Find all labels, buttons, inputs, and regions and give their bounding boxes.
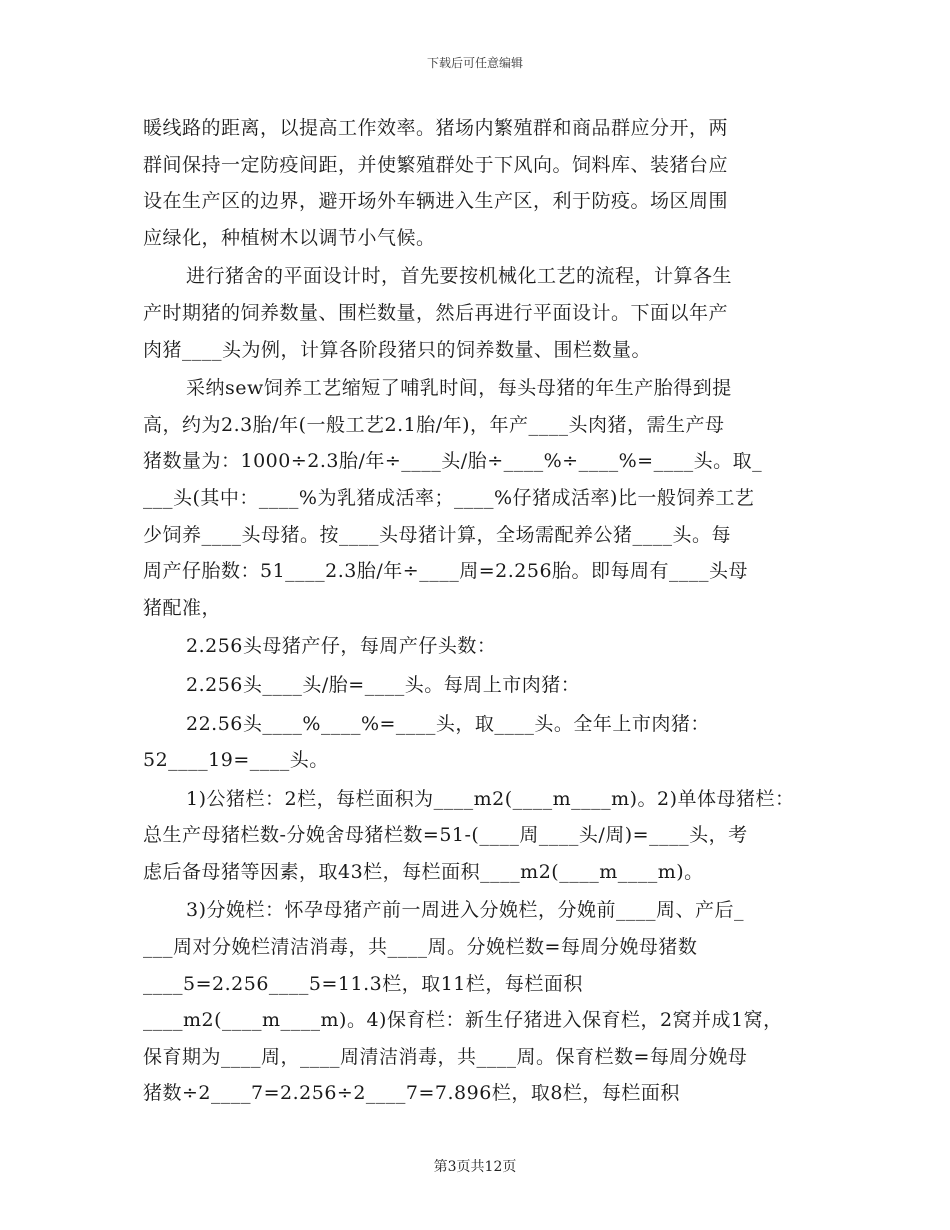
text-line: 肉猪____头为例，计算各阶段猪只的饲养数量、围栏数量。 xyxy=(143,338,652,361)
text-line: 产时期猪的饲养数量、围栏数量，然后再进行平面设计。下面以年产 xyxy=(143,301,729,324)
text-line: 暖线路的距离，以提高工作效率。猪场内繁殖群和商品群应分开，两 xyxy=(143,117,729,139)
text-line: 猪数÷2____7=2.256÷2____7=7.896栏，取8栏，每栏面积 xyxy=(143,1082,680,1105)
text-line: 52____19=____头。 xyxy=(143,749,329,772)
text-line: 保育期为____周，____周清洁消毒，共____周。保育栏数=每周分娩母 xyxy=(143,1045,748,1068)
text-line: 虑后备母猪等因素，取43栏，每栏面积____m2(____m____m)。 xyxy=(143,860,704,883)
text-line: 2.256头____头/胎=____头。每周上市肉猪： xyxy=(186,673,581,696)
text-line: 猪配准， xyxy=(143,596,222,619)
text-line: 进行猪舍的平面设计时，首先要按机械化工艺的流程，计算各生 xyxy=(186,265,733,288)
text-line: 群间保持一定防疫间距，并使繁殖群处于下风向。饲料库、装猪台应 xyxy=(143,153,729,176)
text-line: 2.256头母猪产仔，每周产仔头数： xyxy=(186,635,497,658)
document-body xyxy=(143,110,823,1112)
text-line: 设在生产区的边界，避开场外车辆进入生产区，利于防疫。场区周围 xyxy=(143,190,729,213)
text-line: ____5=2.256____5=11.3栏，取11栏，每栏面积 xyxy=(143,972,583,995)
text-line: ___头(其中：____%为乳猪成活率；____%仔猪成活率)比一般饲养工艺 xyxy=(143,486,755,509)
text-line: 总生产母猪栏数-分娩舍母猪栏数=51-(____周____头/周)=____头，考 xyxy=(143,824,748,847)
text-line: 应绿化，种植树木以调节小气候。 xyxy=(143,226,436,249)
text-line: 采纳sew饲养工艺缩短了哺乳时间，每头母猪的年生产胎得到提 xyxy=(186,377,732,400)
text-line: 高，约为2.3胎/年(一般工艺2.1胎/年)，年产____头肉猪，需生产母 xyxy=(143,413,725,436)
text-line: 3)分娩栏：怀孕母猪产前一周进入分娩栏，分娩前____周、产后_ xyxy=(186,899,745,922)
text-line: ____m2(____m____m)。4)保育栏：新生仔猪进入保育栏，2窝并成1窝， xyxy=(143,1009,783,1032)
text-line: 22.56头____%____%=____头，取____头。全年上市肉猪： xyxy=(186,712,710,735)
text-line: 1)公猪栏：2栏，每栏面积为____m2(____m____m)。2)单体母猪栏： xyxy=(186,787,795,810)
text-line: 少饲养____头母猪。按____头母猪计算，全场需配养公猪____头。每 xyxy=(143,523,732,546)
page-footer: 第3页共12页 xyxy=(433,1159,517,1175)
text-line: 猪数量为：1000÷2.3胎/年÷____头/胎÷____%÷____%=____头。取_ xyxy=(143,450,763,473)
text-line: ___周对分娩栏清洁消毒，共____周。分娩栏数=每周分娩母猪数 xyxy=(143,936,698,959)
text-line: 周产仔胎数：51____2.3胎/年÷____周=2.256胎。即每周有____头母 xyxy=(143,560,749,583)
page-header: 下载后可任意编辑 xyxy=(426,56,523,70)
